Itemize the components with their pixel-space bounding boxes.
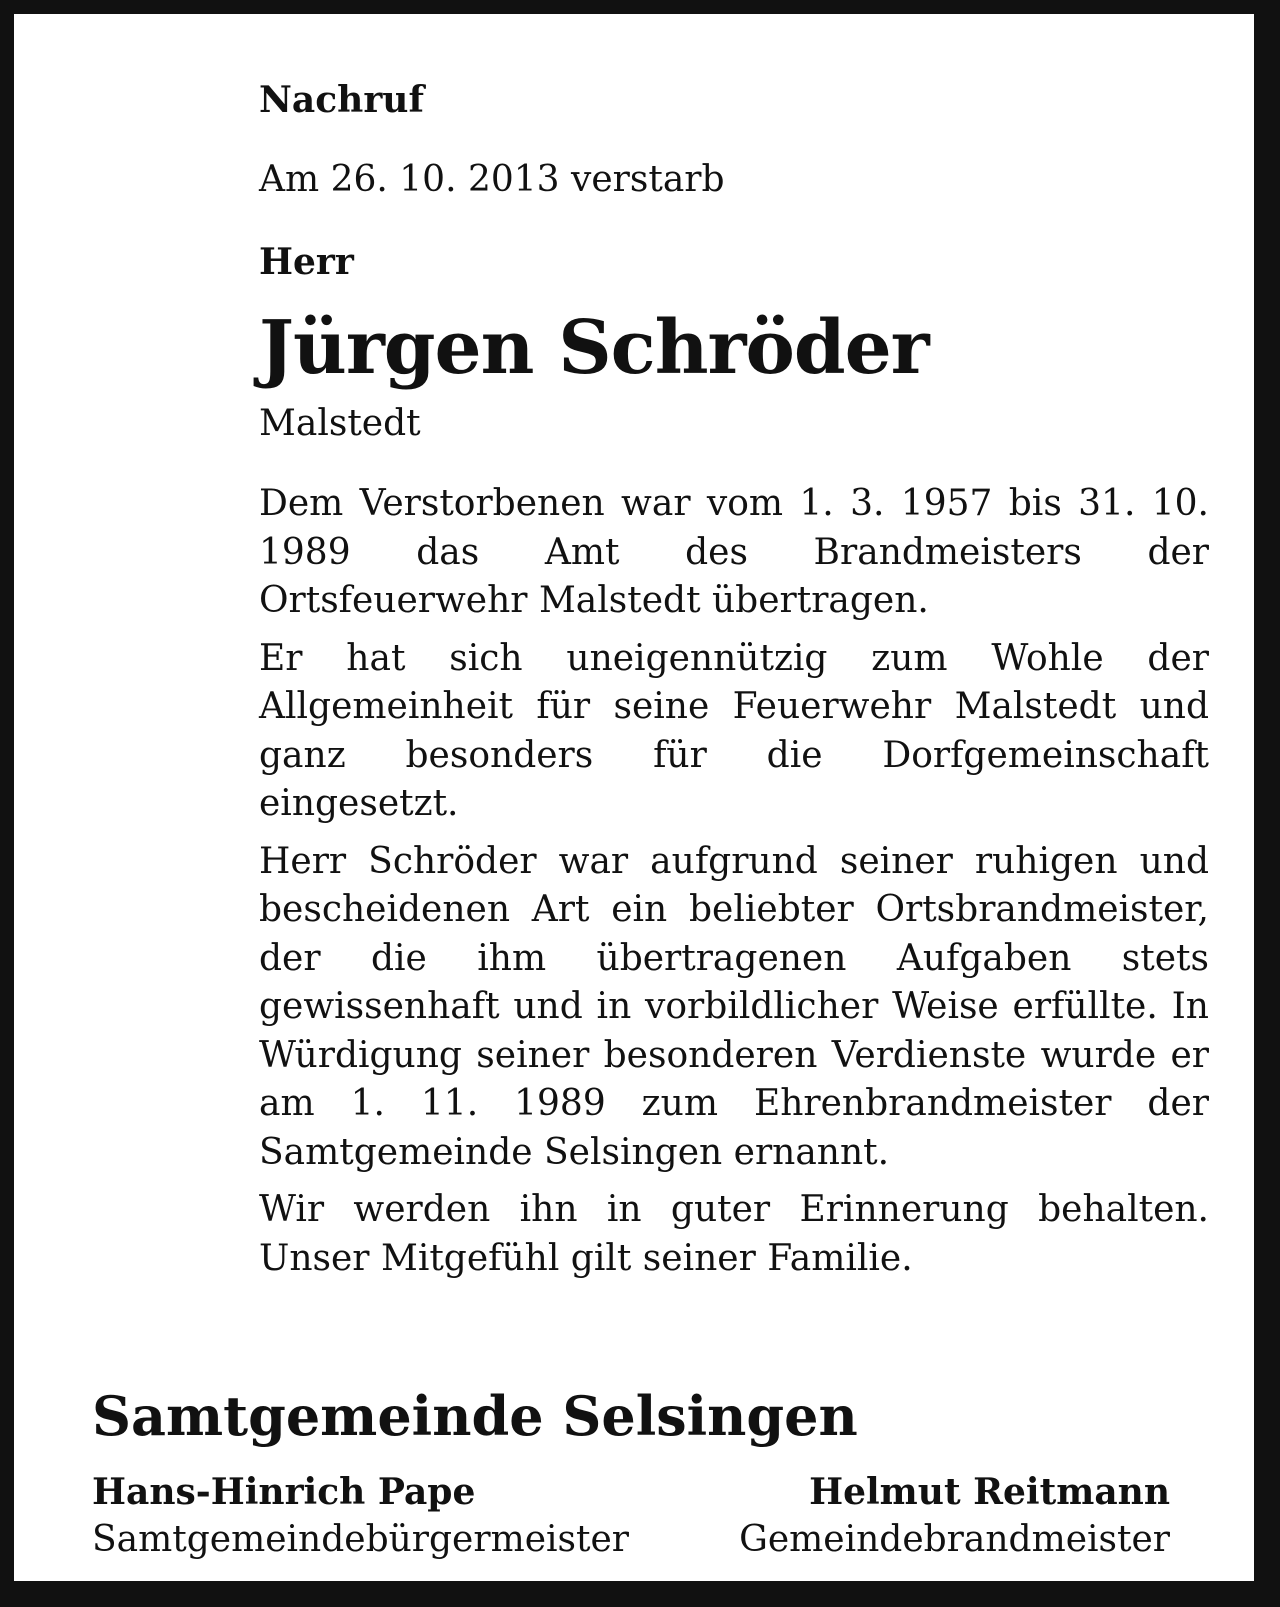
death-announcement: Am 26. 10. 2013 verstarb bbox=[259, 159, 725, 200]
signatory-name: Hans-Hinrich Pape bbox=[92, 1471, 476, 1513]
signatory-name: Helmut Reitmann bbox=[809, 1471, 1170, 1513]
signatory-right bbox=[739, 1468, 1170, 1564]
notice-body bbox=[259, 480, 1209, 1292]
deceased-name: Jürgen Schröder bbox=[259, 305, 929, 391]
body-paragraph: Er hat sich uneigennützig zum Wohle der Allgemeinheit für seine Feuerwehr Malstedt und ganz besonders für die Dorfgemeinschaft eingesetzt. bbox=[259, 637, 1209, 824]
salutation: Herr bbox=[259, 241, 354, 283]
notice-heading: Nachruf bbox=[259, 79, 424, 121]
body-paragraph: Wir werden ihn in guter Erinnerung behalten. Unser Mitgefühl gilt seiner Familie. bbox=[259, 1189, 1209, 1279]
organization-name: Samtgemeinde Selsingen bbox=[92, 1384, 858, 1448]
body-paragraph: Herr Schröder war aufgrund seiner ruhigen und bescheidenen Art ein beliebter Ortsbrandmeister, der die ihm übertragenen Aufgaben stets gewissenhaft und in vorbildlicher Weise erfüllte. In Würdigung seiner besonderen Verdienste wurde er am 1. 11. 1989 zum Ehrenbrandmeister der Samtgemeinde Selsingen ernannt. bbox=[259, 840, 1209, 1173]
deceased-town: Malstedt bbox=[259, 403, 421, 444]
signatory-title: Gemeindebrandmeister bbox=[739, 1519, 1170, 1560]
signatory-title: Samtgemeindebürgermeister bbox=[92, 1519, 629, 1560]
body-paragraph: Dem Verstorbenen war vom 1. 3. 1957 bis 31. 10. 1989 das Amt des Brandmeisters der Ortsfeuerwehr Malstedt übertragen. bbox=[259, 483, 1209, 621]
signatory-left bbox=[92, 1468, 629, 1564]
